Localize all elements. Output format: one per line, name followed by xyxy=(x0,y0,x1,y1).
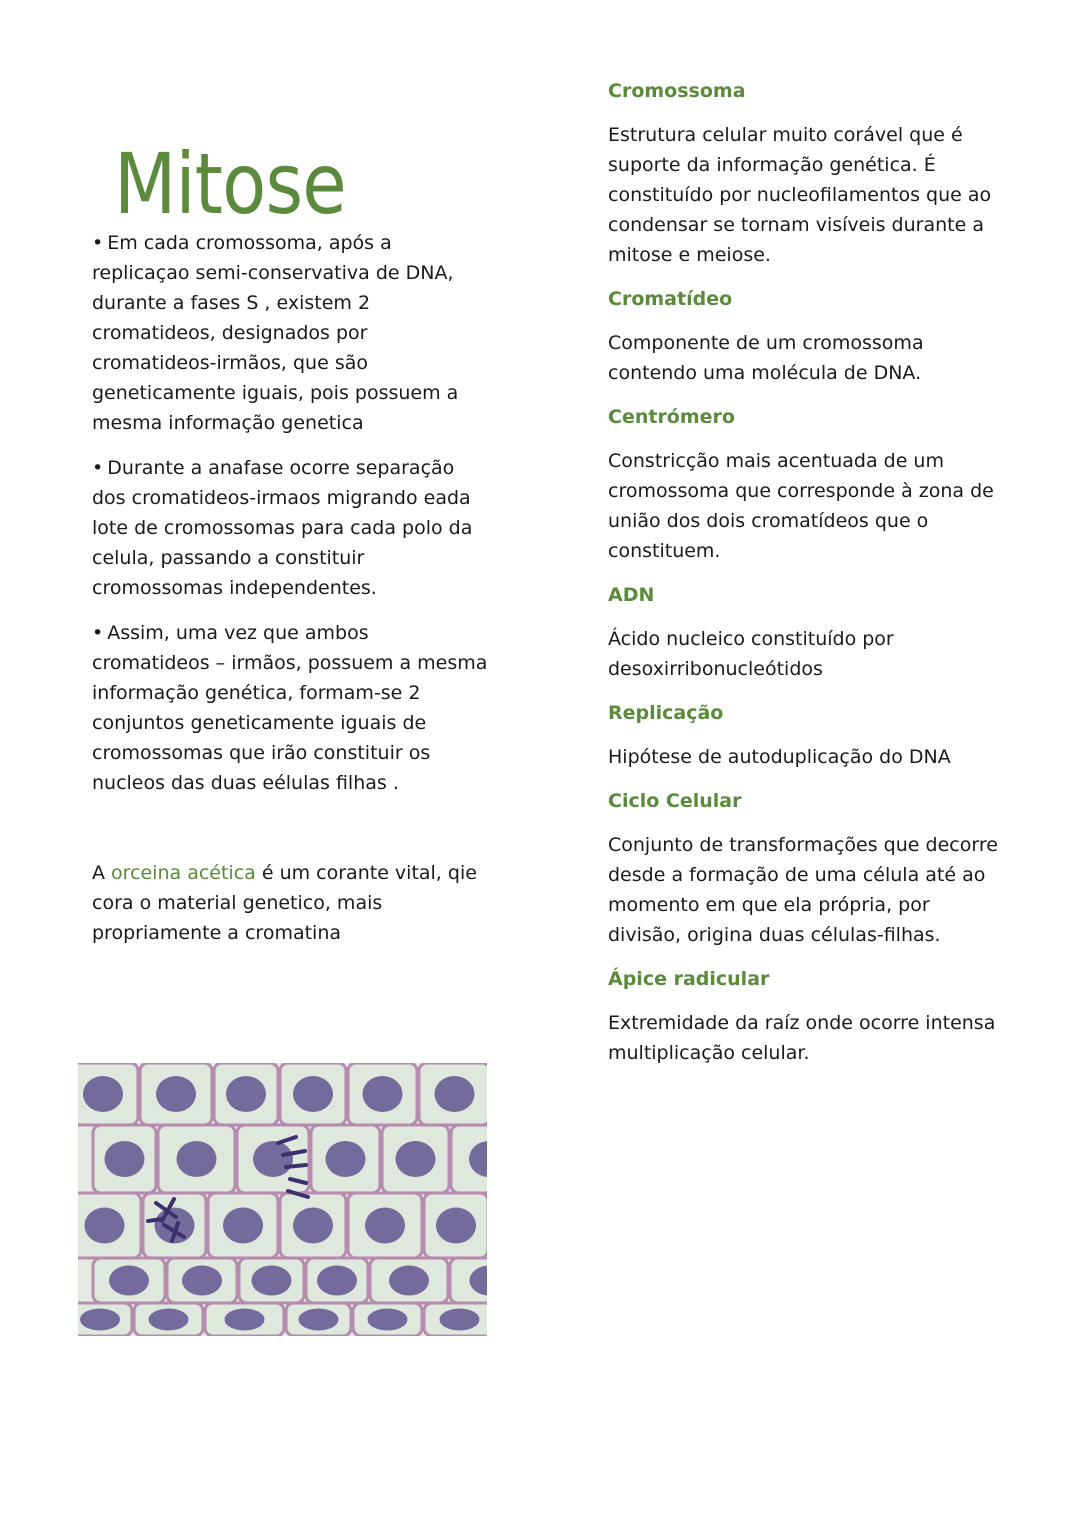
nucleus xyxy=(223,1208,263,1244)
bullet-marker: • xyxy=(92,232,104,254)
glossary-definition: Extremidade da raíz onde ocorre intensa multiplicação celular. xyxy=(608,1012,996,1064)
glossary-definition: Estrutura celular muito corável que é suporte da informação genética. É constituído por nucleofilamentos que ao condensar se tornam visíveis durante a mitose e meiose. xyxy=(608,124,992,266)
glossary-term: ADN xyxy=(608,584,655,606)
nucleus xyxy=(326,1141,366,1177)
glossary-term: Replicação xyxy=(608,702,724,724)
note-highlight: orceina acética xyxy=(111,862,256,884)
nucleus xyxy=(85,1208,125,1244)
nucleus xyxy=(105,1141,145,1177)
nucleus xyxy=(293,1076,333,1112)
nucleus xyxy=(109,1266,149,1296)
micrograph-illustration xyxy=(78,1063,487,1336)
glossary-definition: Conjunto de transformações que decorre desde a formação de uma célula até ao momento em que ela própria, por divisão, origina duas células-filhas. xyxy=(608,834,998,946)
glossary xyxy=(608,76,1008,1082)
nucleus xyxy=(440,1309,480,1331)
page-title: Mitose xyxy=(114,135,346,234)
stain-note xyxy=(92,858,492,948)
nucleus xyxy=(363,1076,403,1112)
glossary-term: Cromossoma xyxy=(608,80,746,102)
glossary-term: Ápice radicular xyxy=(608,968,770,990)
note-prefix: A xyxy=(92,862,112,884)
bullet-marker: • xyxy=(92,457,104,479)
nucleus xyxy=(368,1309,408,1331)
nucleus xyxy=(225,1309,265,1331)
glossary-definition: Hipótese de autoduplicação do DNA xyxy=(608,746,951,768)
paragraph-text: Durante a anafase ocorre separação dos cromatideos-irmaos migrando eada lote de cromossomas para cada polo da celula, passando a constituir cromossomas independentes. xyxy=(92,457,473,599)
bullet-paragraph xyxy=(92,228,492,438)
nucleus xyxy=(177,1141,217,1177)
notes-column xyxy=(92,228,492,963)
nucleus xyxy=(252,1266,292,1296)
nucleus xyxy=(365,1208,405,1244)
glossary-term: Centrómero xyxy=(608,406,735,428)
glossary-definition: Constricção mais acentuada de um cromossoma que corresponde à zona de união dos dois cromatídeos que o constituem. xyxy=(608,450,994,562)
nucleus xyxy=(317,1266,357,1296)
glossary-term: Ciclo Celular xyxy=(608,790,742,812)
nucleus xyxy=(80,1309,120,1331)
nucleus xyxy=(156,1076,196,1112)
bullet-marker: • xyxy=(92,622,104,644)
glossary-term: Cromatídeo xyxy=(608,288,733,310)
nucleus xyxy=(389,1266,429,1296)
glossary-definition: Ácido nucleico constituído por desoxirribonucleótidos xyxy=(608,628,894,680)
paragraph-text: Em cada cromossoma, após a replicaçao semi-conservativa de DNA, durante a fases S , existem 2 cromatideos, designados por cromatideos-irmãos, que são geneticamente iguais, pois possuem a mesma informação genetica xyxy=(92,232,459,434)
bullet-paragraph xyxy=(92,618,492,798)
bullet-paragraph xyxy=(92,453,492,603)
note-suffix: é um corante vital, qie cora o material genetico, mais propriamente a cromatina xyxy=(92,862,477,944)
nucleus xyxy=(226,1076,266,1112)
nucleus xyxy=(436,1208,476,1244)
nucleus xyxy=(293,1208,333,1244)
nucleus xyxy=(396,1141,436,1177)
nucleus xyxy=(182,1266,222,1296)
glossary-definition: Componente de um cromossoma contendo uma molécula de DNA. xyxy=(608,332,924,384)
paragraph-text: Assim, uma vez que ambos cromatideos – irmãos, possuem a mesma informação genética, formam-se 2 conjuntos geneticamente iguais de cromossomas que irão constituir os nucleos das duas eélulas filhas . xyxy=(92,622,488,794)
nucleus xyxy=(435,1076,475,1112)
nucleus xyxy=(83,1076,123,1112)
nucleus xyxy=(149,1309,189,1331)
nucleus xyxy=(253,1141,293,1177)
micrograph-root-tip-cells xyxy=(78,1063,487,1336)
nucleus xyxy=(299,1309,339,1331)
